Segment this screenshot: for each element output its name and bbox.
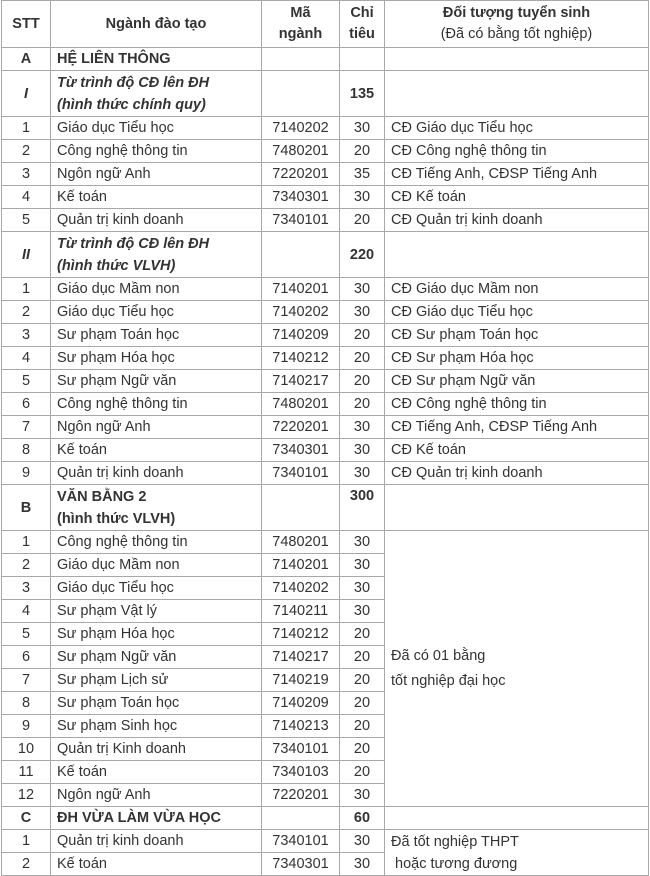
row-ma-nganh: 7140209	[262, 324, 340, 347]
table-row	[2, 531, 649, 554]
row-stt: 5	[2, 209, 51, 232]
section-b-row	[2, 485, 649, 531]
section-i-row	[2, 71, 649, 117]
section-ii-label: Từ trình độ CĐ lên ĐH (hình thức VLVH)	[51, 232, 262, 278]
row-doi-tuong: CĐ Sư phạm Ngữ văn	[385, 370, 649, 393]
row-chi-tieu: 20	[340, 646, 385, 669]
table-row	[2, 301, 649, 324]
section-c-chitieu: 60	[340, 807, 385, 830]
doi-tuong-line-2: hoặc tương đương	[391, 855, 518, 872]
table-row	[2, 163, 649, 186]
row-stt: 9	[2, 462, 51, 485]
row-stt: 1	[2, 830, 51, 853]
row-ma-nganh: 7220201	[262, 416, 340, 439]
table-row	[2, 140, 649, 163]
row-stt: 2	[2, 554, 51, 577]
row-doi-tuong: CĐ Quản trị kinh doanh	[385, 209, 649, 232]
table-header-row	[2, 1, 649, 48]
row-chi-tieu: 30	[340, 554, 385, 577]
doi-tuong-line-1: Đã tốt nghiệp THPT	[391, 833, 519, 850]
row-nganh: Công nghệ thông tin	[51, 393, 262, 416]
row-stt: 1	[2, 278, 51, 301]
table-row	[2, 209, 649, 232]
admissions-table	[1, 0, 649, 876]
section-i-rows	[2, 117, 649, 232]
section-i-label: Từ trình độ CĐ lên ĐH (hình thức chính quy)	[51, 71, 262, 117]
row-nganh: Kế toán	[51, 853, 262, 876]
table-row	[2, 186, 649, 209]
row-chi-tieu: 20	[340, 738, 385, 761]
table-row	[2, 117, 649, 140]
row-ma-nganh: 7140217	[262, 370, 340, 393]
row-ma-nganh: 7340101	[262, 209, 340, 232]
row-ma-nganh: 7480201	[262, 393, 340, 416]
row-stt: 6	[2, 646, 51, 669]
row-nganh: Ngôn ngữ Anh	[51, 163, 262, 186]
row-doi-tuong: CĐ Công nghệ thông tin	[385, 393, 649, 416]
row-chi-tieu: 20	[340, 761, 385, 784]
row-ma-nganh: 7340101	[262, 830, 340, 853]
row-nganh: Kế toán	[51, 439, 262, 462]
row-nganh: Kế toán	[51, 186, 262, 209]
row-nganh: Giáo dục Tiểu học	[51, 301, 262, 324]
table-row	[2, 278, 649, 301]
row-doi-tuong: CĐ Công nghệ thông tin	[385, 140, 649, 163]
row-chi-tieu: 20	[340, 347, 385, 370]
row-chi-tieu: 30	[340, 439, 385, 462]
row-chi-tieu: 20	[340, 692, 385, 715]
row-nganh: Sư phạm Vật lý	[51, 600, 262, 623]
row-nganh: Sư phạm Hóa học	[51, 347, 262, 370]
row-ma-nganh: 7220201	[262, 784, 340, 807]
section-a-row	[2, 48, 649, 71]
row-stt: 3	[2, 324, 51, 347]
row-chi-tieu: 30	[340, 416, 385, 439]
section-ii-chitieu: 220	[340, 232, 385, 278]
section-ii-rows	[2, 278, 649, 485]
row-chi-tieu: 20	[340, 209, 385, 232]
row-nganh: Ngôn ngữ Anh	[51, 784, 262, 807]
table-row	[2, 324, 649, 347]
row-chi-tieu: 20	[340, 140, 385, 163]
row-nganh: Giáo dục Tiểu học	[51, 117, 262, 140]
section-ii-row	[2, 232, 649, 278]
row-chi-tieu: 20	[340, 623, 385, 646]
row-stt: 8	[2, 439, 51, 462]
table-row	[2, 347, 649, 370]
row-doi-tuong-merged	[385, 830, 649, 876]
row-nganh: Sư phạm Hóa học	[51, 623, 262, 646]
row-ma-nganh: 7140212	[262, 623, 340, 646]
row-doi-tuong: CĐ Sư phạm Toán học	[385, 324, 649, 347]
row-nganh: Giáo dục Tiểu học	[51, 577, 262, 600]
section-b-rows	[2, 485, 649, 807]
row-ma-nganh: 7340301	[262, 439, 340, 462]
row-ma-nganh: 7140201	[262, 554, 340, 577]
header-chi-tieu: Chỉ tiêu	[340, 1, 385, 48]
row-chi-tieu: 30	[340, 117, 385, 140]
section-b-label: VĂN BẰNG 2 (hình thức VLVH)	[51, 485, 262, 531]
row-doi-tuong-merged	[385, 531, 649, 807]
header-nganh: Ngành đào tạo	[51, 1, 262, 48]
row-ma-nganh: 7340301	[262, 186, 340, 209]
row-nganh: Sư phạm Sinh học	[51, 715, 262, 738]
row-nganh: Sư phạm Ngữ văn	[51, 370, 262, 393]
row-stt: 6	[2, 393, 51, 416]
header-ma-nganh: Mã ngành	[262, 1, 340, 48]
row-chi-tieu: 20	[340, 393, 385, 416]
row-nganh: Giáo dục Mầm non	[51, 554, 262, 577]
row-nganh: Kế toán	[51, 761, 262, 784]
row-nganh: Sư phạm Toán học	[51, 692, 262, 715]
row-chi-tieu: 30	[340, 278, 385, 301]
row-chi-tieu: 20	[340, 324, 385, 347]
row-chi-tieu: 30	[340, 531, 385, 554]
row-ma-nganh: 7140202	[262, 117, 340, 140]
row-nganh: Sư phạm Toán học	[51, 324, 262, 347]
row-stt: 11	[2, 761, 51, 784]
header-doi-tuong: Đối tượng tuyển sinh (Đã có bằng tốt nghiệp)	[385, 1, 649, 48]
row-chi-tieu: 35	[340, 163, 385, 186]
row-stt: 7	[2, 669, 51, 692]
section-a-stt: A	[2, 48, 51, 71]
row-stt: 12	[2, 784, 51, 807]
header-stt: STT	[2, 1, 51, 48]
table-row	[2, 416, 649, 439]
row-stt: 2	[2, 301, 51, 324]
row-stt: 10	[2, 738, 51, 761]
row-ma-nganh: 7140201	[262, 278, 340, 301]
row-doi-tuong: CĐ Tiếng Anh, CĐSP Tiếng Anh	[385, 163, 649, 186]
doi-tuong-line-2: tốt nghiệp đại học	[391, 672, 506, 689]
row-doi-tuong: CĐ Giáo dục Mầm non	[385, 278, 649, 301]
row-chi-tieu: 30	[340, 577, 385, 600]
row-doi-tuong: CĐ Giáo dục Tiểu học	[385, 117, 649, 140]
row-stt: 1	[2, 531, 51, 554]
row-ma-nganh: 7140213	[262, 715, 340, 738]
row-stt: 9	[2, 715, 51, 738]
row-nganh: Quản trị kinh doanh	[51, 462, 262, 485]
row-chi-tieu: 30	[340, 600, 385, 623]
table-row	[2, 370, 649, 393]
doi-tuong-line-1: Đã có 01 bằng	[391, 647, 486, 664]
row-ma-nganh: 7220201	[262, 163, 340, 186]
row-nganh: Quản trị Kinh doanh	[51, 738, 262, 761]
row-stt: 4	[2, 186, 51, 209]
section-c-stt: C	[2, 807, 51, 830]
row-nganh: Công nghệ thông tin	[51, 531, 262, 554]
row-doi-tuong: CĐ Giáo dục Tiểu học	[385, 301, 649, 324]
row-nganh: Sư phạm Ngữ văn	[51, 646, 262, 669]
section-b-chitieu: 300	[340, 485, 385, 531]
row-chi-tieu: 30	[340, 186, 385, 209]
row-ma-nganh: 7140212	[262, 347, 340, 370]
row-stt: 4	[2, 600, 51, 623]
row-chi-tieu: 20	[340, 715, 385, 738]
table-row	[2, 439, 649, 462]
section-a-label: HỆ LIÊN THÔNG	[51, 48, 262, 71]
row-stt: 5	[2, 370, 51, 393]
section-b-stt: B	[2, 485, 51, 531]
row-ma-nganh: 7340103	[262, 761, 340, 784]
row-ma-nganh: 7340101	[262, 462, 340, 485]
table-row	[2, 830, 649, 853]
row-ma-nganh: 7140219	[262, 669, 340, 692]
row-doi-tuong: CĐ Quản trị kinh doanh	[385, 462, 649, 485]
row-chi-tieu: 30	[340, 462, 385, 485]
row-nganh: Giáo dục Mầm non	[51, 278, 262, 301]
row-doi-tuong: CĐ Kế toán	[385, 439, 649, 462]
row-chi-tieu: 20	[340, 370, 385, 393]
row-stt: 4	[2, 347, 51, 370]
section-ii-stt: II	[2, 232, 51, 278]
table-row	[2, 462, 649, 485]
row-ma-nganh: 7140217	[262, 646, 340, 669]
row-stt: 2	[2, 140, 51, 163]
row-chi-tieu: 30	[340, 830, 385, 853]
row-nganh: Quản trị kinh doanh	[51, 209, 262, 232]
row-ma-nganh: 7340101	[262, 738, 340, 761]
row-stt: 3	[2, 163, 51, 186]
row-chi-tieu: 30	[340, 301, 385, 324]
row-stt: 5	[2, 623, 51, 646]
row-ma-nganh: 7140209	[262, 692, 340, 715]
section-c-row	[2, 807, 649, 830]
section-i-chitieu: 135	[340, 71, 385, 117]
row-stt: 2	[2, 853, 51, 876]
row-chi-tieu: 20	[340, 669, 385, 692]
row-ma-nganh: 7140202	[262, 577, 340, 600]
row-doi-tuong: CĐ Sư phạm Hóa học	[385, 347, 649, 370]
row-stt: 7	[2, 416, 51, 439]
row-ma-nganh: 7140202	[262, 301, 340, 324]
row-stt: 8	[2, 692, 51, 715]
row-ma-nganh: 7480201	[262, 531, 340, 554]
row-doi-tuong: CĐ Kế toán	[385, 186, 649, 209]
row-nganh: Ngôn ngữ Anh	[51, 416, 262, 439]
row-chi-tieu: 30	[340, 853, 385, 876]
section-c-label: ĐH VỪA LÀM VỪA HỌC	[51, 807, 262, 830]
row-stt: 3	[2, 577, 51, 600]
section-i-stt: I	[2, 71, 51, 117]
section-c-rows	[2, 807, 649, 876]
row-ma-nganh: 7480201	[262, 140, 340, 163]
row-nganh: Quản trị kinh doanh	[51, 830, 262, 853]
row-ma-nganh: 7140211	[262, 600, 340, 623]
table-row	[2, 393, 649, 416]
row-chi-tieu: 30	[340, 784, 385, 807]
row-ma-nganh: 7340301	[262, 853, 340, 876]
row-nganh: Công nghệ thông tin	[51, 140, 262, 163]
row-doi-tuong: CĐ Tiếng Anh, CĐSP Tiếng Anh	[385, 416, 649, 439]
row-stt: 1	[2, 117, 51, 140]
row-nganh: Sư phạm Lịch sử	[51, 669, 262, 692]
